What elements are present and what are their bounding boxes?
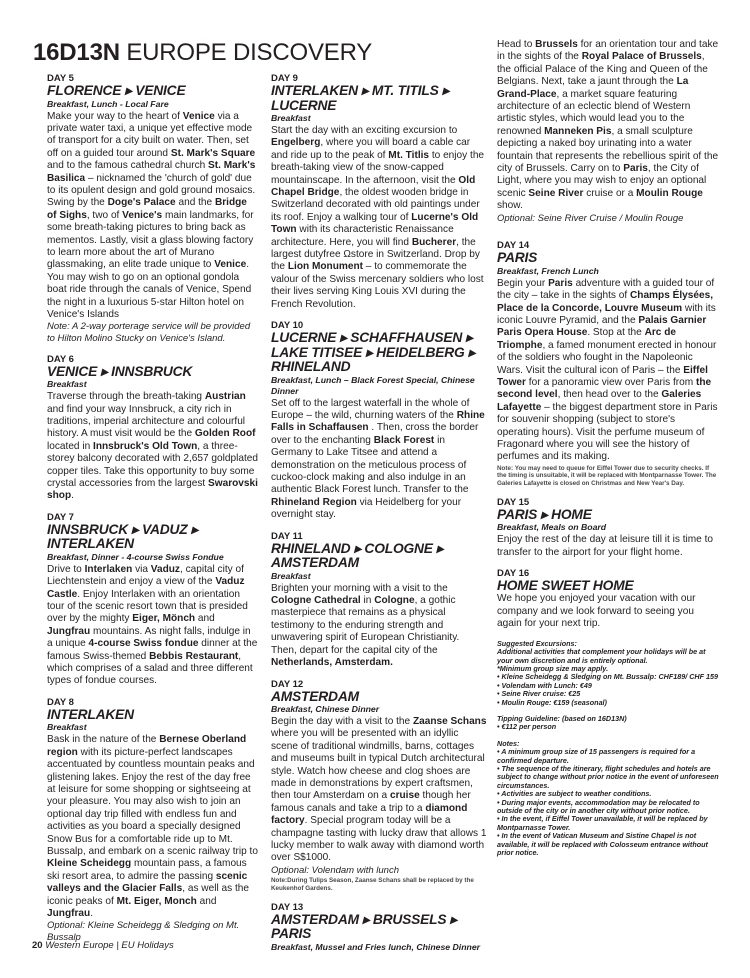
day-block [47, 512, 259, 688]
day-body: We hope you enjoyed your vacation with our company and we look forward to seeing you again for your next trip. [497, 593, 696, 630]
day-body: Make your way to the heart of Venice via a private water taxi, a unique yet effective mode of transport for a city built on water. Then, set off on a guided tour around St. Mark's Square and to the famous cathedral church St. Mark's Basilica – nicknamed the 'church of gold' due to its opulent design and gold ground mosaics. Swing by the Doge's Palace and the Bridge of Sighs, two of Venice's main landmarks, for some breath-taking pictures to bring back as mementos. Lastly, visit a glass blowing factory to learn more about the art of Murano glassmaking, an elite trade unique to Venice. You may wish to go on an optional gondola boat ride through the canals of Venice, Spend the night in a luxurious 5-star Hilton hotel on Venice's Islands [47, 110, 256, 320]
optional-note: Optional: Kleine Scheidegg & Sledging on Mt. Bussalp [47, 920, 240, 943]
day-block [47, 697, 259, 944]
day-number: DAY 5 [47, 73, 74, 84]
optional-note: Optional: Seine River Cruise / Moulin Rouge [497, 212, 684, 224]
route-title: LUCERNE ▸ SCHAFFHAUSEN ▸ LAKE TITISEE ▸ HEIDELBERG ▸ RHINELAND [271, 330, 475, 375]
day-body: Start the day with an exciting excursion to Engelberg, where you will board a cable car and ride up to the peak of Mt. Titlis to enjoy the breath-taking view of the snow-capped mountainscape. In the afternoon, visit the Old Chapel Bridge, the oldest wooden bridge in Switzerland decorated with old paintings under its roof. Enjoy a walking tour of Lucerne's Old Town with its characteristic Renaissance architecture. Here, you will find Bucherer, the largest dutyfree Ωstore in Switzerland. Drop by the Lion Monument – to commemorate the valour of the Swiss mercenary soldiers who lost their lives serving King Louis XVI during the French Revolution. [271, 125, 485, 310]
day-body: Begin the day with a visit to the Zaanse Schans where you will be presented with an idyllic scene of traditional windmills, barns, cottages and museums built in typical Dutch architectural style. Watch how cheese and clog shoes are made in demonstrations by expert craftsmen, then tour Amsterdam on a cruise though her famous canals and take a trip to a diamond factory. Special program today will be a champagne tasting with lucky draw that allows 1 lucky member to walk away with diamond worth over S$1000. [271, 716, 487, 864]
route-title: INTERLAKEN ▸ MT. TITILS ▸ LUCERNE [271, 83, 449, 113]
route-title: AMSTERDAM [271, 688, 359, 704]
list-item: • In the event of Vatican Museum and Sistine Chapel is not available, it will be replaced with Colosseum entrance without prior notice. [497, 832, 719, 857]
list-item: • In the event, if Eiffel Tower unavailable, it will be replaced by Montparnasse Tower. [497, 815, 719, 832]
route-title: PARIS ▸ HOME [497, 506, 592, 522]
meals-info: Breakfast, Dinner - 4-course Swiss Fondue [47, 551, 224, 562]
excursions-heading: Suggested Excursions: [497, 638, 577, 648]
list-item: • Moulin Rouge: €159 (seasonal) [497, 699, 719, 707]
route-title: RHINELAND ▸ COLOGNE ▸ AMSTERDAM [271, 540, 444, 571]
tipping-heading: Tipping Guideline: (based on 16D13N) [497, 713, 627, 723]
day-block [271, 531, 487, 670]
day-body: Begin your Paris adventure with a guided tour of the city – take in the sights of Champs Élysées, Place de la Concorde, Louvre Museum with its iconic Louvre Pyramid, and the Palais Garnier Paris Opera House. Stop at the Arc de Triomphe, a famed monument erected in honour of the soldiers who fought in the Napoleonic Wars. Visit the cultural icon of Paris – the Eiffel Tower for a panoramic view over Paris from the second level, then head over to the Galeries Lafayette – the biggest department store in Paris for souvenir shopping (subject to store's operating hours). Visit the perfume museum of Fragonard where you will see the history of perfumes and its making. [497, 277, 718, 463]
day-body: Drive to Interlaken via Vaduz, capital city of Liechtenstein and enjoy a view of the Vaduz Castle. Enjoy Interlaken with an orientation tour of the scenic resort town that is presided over by the mighty Eiger, Mönch and Jungfrau mountains. As night falls, indulge in a unique 4-course Swiss fondue dinner at the famous Swiss-themed Bebbis Restaurant, which comprises of a salad and three different types of fondue courses. [47, 563, 258, 687]
day-number: DAY 9 [271, 73, 298, 84]
tipping-list [497, 723, 719, 731]
meals-info: Breakfast, Meals on Board [497, 522, 607, 533]
day-number: DAY 7 [47, 511, 74, 523]
day-block [497, 497, 719, 559]
notes-list [497, 748, 719, 857]
day-block [497, 568, 719, 631]
day-number: DAY 13 [271, 901, 304, 913]
notes-heading: Notes: [497, 738, 520, 748]
day-block [47, 354, 259, 503]
day-number: DAY 15 [497, 496, 530, 508]
day-number: DAY 16 [497, 567, 530, 579]
route-title: HOME SWEET HOME [497, 577, 634, 593]
excursions-min: *Minimum group size may apply. [497, 663, 609, 673]
suggested-excursions [497, 640, 719, 707]
route-title: FLORENCE ▸ VENICE [47, 83, 186, 98]
route-title: VENICE ▸ INNSBRUCK [47, 363, 193, 379]
day-body: Set off to the largest waterfall in the whole of Europe – the wild, churning waters of the Rhine Falls in Schaffausen . Then, cross the border over to the enchanting Black Forest in Germany to Lake Titsee and attend a demonstration on the meticulous process of cuckoo-clock making and also indulge in an authentic Black Forest lunch. Transfer to the Rhineland Region via Heidelberg for your overnight stay. [271, 397, 485, 521]
meals-info: Breakfast, Chinese Dinner [271, 704, 380, 714]
meals-info: Breakfast, Lunch – Black Forest Special, Chinese Dinner [271, 374, 475, 396]
route-title: INNSBRUCK ▸ VADUZ ▸ INTERLAKEN [47, 521, 198, 552]
meals-info: Breakfast, French Lunch [497, 265, 599, 276]
day-block [271, 902, 487, 953]
tipping-guideline [497, 715, 719, 732]
list-item: • Activities are subject to weather conditions. [497, 790, 719, 798]
day-number: DAY 8 [47, 696, 74, 708]
excursions-intro: Additional activities that complement your holidays will be at your own discretion and is entirely optional. [497, 647, 706, 665]
meals-info: Breakfast [271, 113, 311, 123]
meals-info: Breakfast, Mussel and Fries lunch, Chinese Dinner [271, 941, 481, 952]
list-item: • The sequence of the itinerary, flight schedules and hotels are subject to change without prior notice in the event of unforeseen circumstances. [497, 765, 719, 790]
day-block [271, 73, 487, 311]
list-item: • A minimum group size of 15 passengers is required for a confirmed departure. [497, 748, 719, 765]
day-number: DAY 10 [271, 320, 304, 332]
day-number: DAY 11 [271, 530, 303, 542]
list-item: • During major events, accommodation may be relocated to outside of the city or in another city without prior notice. [497, 799, 719, 816]
meals-info: Breakfast [271, 570, 311, 581]
optional-note: Optional: Volendam with lunch [271, 864, 399, 876]
day-body: Head to Brussels for an orientation tour and take in the sights of the Royal Palace of Brussels, the official Palace of the King and Queen of the Belgians. Next, take a jaunt through the La Grand-Place, a market square featuring architecture of an eclectic blend of Western artistic styles, which would lead you to the renowned Manneken Pis, a small sculpture depicting a naked boy urinating into a water fountain that represents the rebellious spirit of the city of Brussels. Carry on to Paris, the City of Light, where you may wish to enjoy an optional scenic Seine River cruise or a Moulin Rouge show. [497, 39, 719, 212]
day-body: Enjoy the rest of the day at leisure till it is time to transfer to the airport for your flight home. [497, 534, 713, 558]
list-item: • Volendam with Lunch: €49 [497, 682, 719, 690]
notes-section [497, 740, 719, 858]
meals-info: Breakfast [47, 722, 87, 733]
itinerary-column-1 [47, 73, 259, 953]
tour-code: 16D13N [33, 39, 120, 66]
optional-note: Note: A 2-way porterage service will be provided to Hilton Molino Stucky on Venice's Island. [47, 321, 251, 344]
route-title: INTERLAKEN [47, 706, 134, 722]
page-footer [32, 940, 174, 952]
day-13-continued [497, 39, 719, 224]
day-block [271, 679, 487, 893]
fine-print-note: Note:During Tulips Season, Zaanse Schans shall be replaced by the Keukenhof Gardens. [271, 877, 474, 893]
route-title: AMSTERDAM ▸ BRUSSELS ▸ PARIS [271, 911, 457, 942]
meals-info: Breakfast, Lunch - Local Fare [47, 98, 169, 109]
route-title: PARIS [497, 250, 538, 266]
list-item: • Kleine Scheidegg & Sledging on Mt. Bussalp: CHF189/ CHF 159 [497, 673, 719, 681]
footer-text: Western Europe | EU Holidays [42, 940, 174, 951]
day-body: Brighten your morning with a visit to the Cologne Cathedral in Cologne, a gothic masterpiece that remains as a physical testimony to the enduring strength and unwavering spirit of European Christianity. Then, depart for the capital city of the Netherlands, Amsterdam. [271, 582, 460, 669]
itinerary-column-2 [271, 73, 487, 962]
list-item: • Seine River cruise: €25 [497, 690, 719, 698]
day-number: DAY 6 [47, 353, 74, 365]
day-block [271, 320, 487, 522]
day-body: Bask in the nature of the Bernese Oberland region with its picture-perfect landscapes accentuated by countless mountain peaks and glistening lakes. Enjoy the rest of the day free at leisure for some shopping or sightseeing at your pleasure. You may also wish to join an optional day trip filled with endless fun and activities as you board a specially designed Snow Bus for a comfortable ride up to Mt. Bussalp, and embark on a scenic railway trip to Kleine Scheidegg mountain pass, a famous ski resort area, to admire the passing scenic valleys and the Glacier Falls, as well as the iconic peaks of Mt. Eiger, Monch and Jungfrau. [47, 734, 258, 919]
fine-print-note: Note: You may need to queue for Eiffel Tower due to security checks. If the timing is unsuitable, it will be replaced with Montparnasse Tower. The Galeries Lafayette is closed on Christmas and New Year's Day. [497, 464, 717, 488]
meals-info: Breakfast [47, 379, 87, 390]
list-item: • €112 per person [497, 723, 719, 731]
page-title [33, 40, 372, 66]
day-body: Traverse through the breath-taking Austrian and find your way Innsbruck, a city rich in traditions, imperial architecture and colourful history. A must visit would be the Golden Roof located in Innsbruck's Old Town, a three-storey balcony decorated with 2,657 goldplated copper tiles. Take this opportunity to buy some crystal accessories from the largest Swarovski shop. [47, 391, 258, 502]
excursions-list [497, 673, 719, 707]
day-number: DAY 12 [271, 678, 304, 690]
itinerary-column-3 [497, 39, 719, 857]
day-block [47, 73, 259, 345]
day-block [497, 240, 719, 487]
tour-name: EUROPE DISCOVERY [119, 39, 373, 66]
page-number: 20 [32, 940, 43, 951]
day-number: DAY 14 [497, 240, 530, 252]
